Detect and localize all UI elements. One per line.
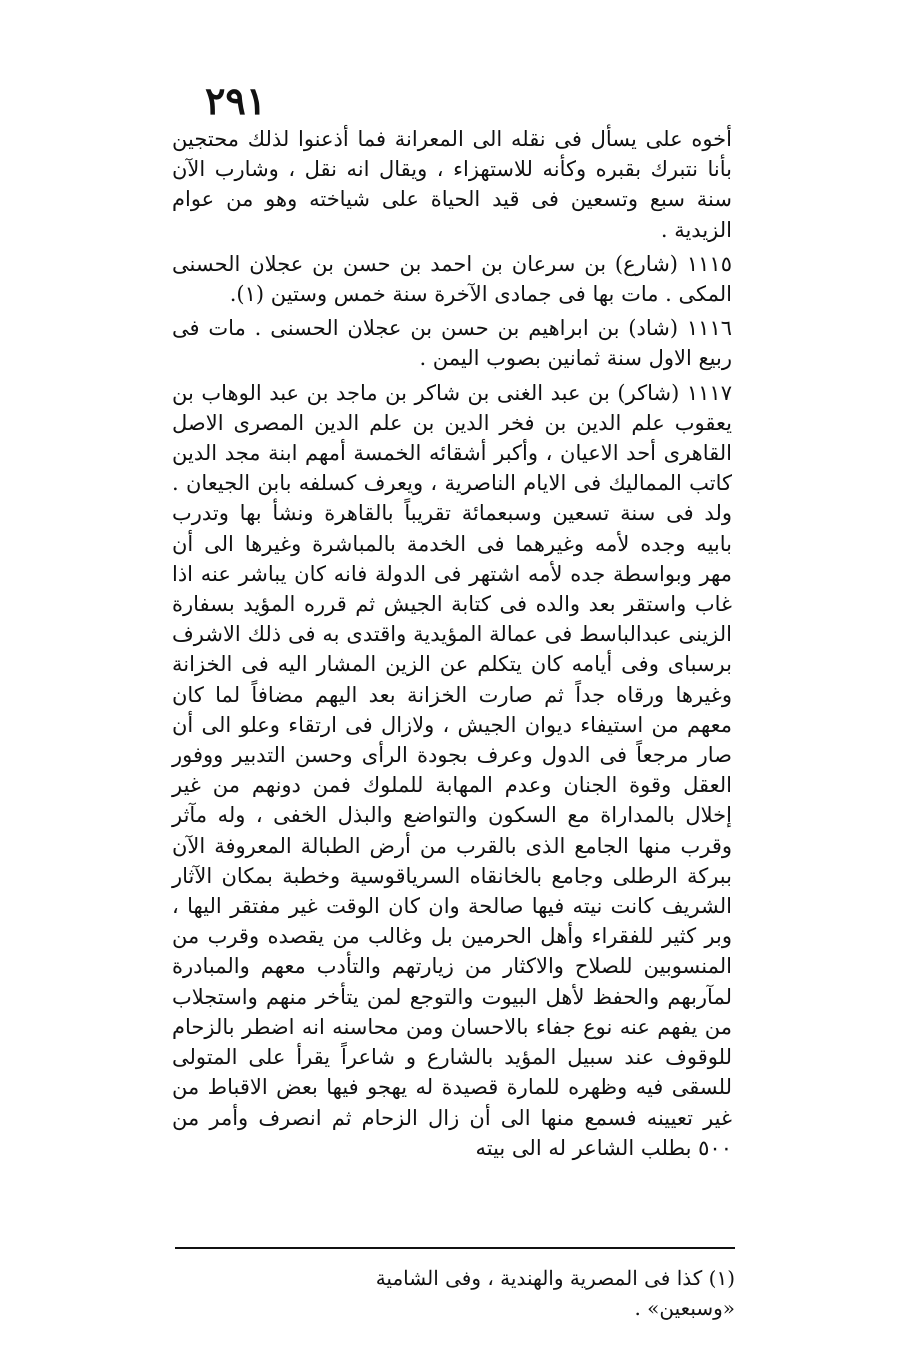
entry-1115: ١١١٥ (شارع) بن سرعان بن احمد بن حسن بن عجلان الحسنى المكى . مات بها فى جمادى الآخرة سنة خمس وستين (١). [172, 251, 732, 307]
page-number: ٢٩١ [205, 78, 267, 123]
footnote-divider [175, 1247, 735, 1249]
footnote: (١) كذا فى المصرية والهندية ، وفى الشامية «وسبعين» . [375, 1266, 735, 1320]
main-text [172, 124, 732, 1167]
entry-1117: ١١١٧ (شاكر) بن عبد الغنى بن شاكر بن ماجد بن عبد الوهاب بن يعقوب علم الدين بن فخر الدين بن علم الدين المصرى الاصل القاهرى أحد الاعيان ، وأكبر أشقائه الخمسة أمهم ابنة مجد الدين كاتب المماليك فى الايام الناصرية ، ويعرف كسلفه بابن الجيعان . ولد فى سنة تسعين وسبعمائة تقريباً بالقاهرة ونشأ بها وتدرب بابيه وجده لأمه وغيرهما فى الخدمة بالمباشرة وغيرها الى أن مهر وبواسطة جده لأمه اشتهر فى الدولة فانه كان يباشر عنه اذا غاب واستقر بعد والده فى كتابة الجيش ثم قرره المؤيد بسفارة الزينى عبدالباسط فى عمالة المؤيدية واقتدى به فى ذلك الاشرف برسباى وفى أيامه كان يتكلم عن الزين المشار اليه فى الخزانة وغيرها ورقاه جداً ثم صارت الخزانة بعد اليهم مضافاً لما كان معهم من استيفاء ديوان الجيش ، ولازال فى ارتقاء وعلو الى أن صار مرجعاً فى الدول وعرف بجودة الرأى وحسن التدبير ووفور العقل وقوة الجنان وعدم المهابة للملوك فمن دونهم من غير إخلال بالمداراة مع السكون والتواضع والبذل الخفى ، وله مآثر وقرب منها الجامع الذى بالقرب من أرض الطبالة المعروفة الآن ببركة الرطلى وجامع بالخانقاه السرياقوسية وخطبة بمكان الآثار الشريف كانت نيته فيها صالحة وان كان الوقت غير مفتقر اليها ، وبر كثير للفقراء وأهل الحرمين بل وغالب من يقصده وقرب من المنسوبين للصلاح والاكثار من زيارتهم والتأدب معهم والمبادرة لمآربهم والحفظ لأهل البيوت والتوجع لمن يتأخر منهم واستجلاب من يفهم عنه نوع جفاء بالاحسان ومن محاسنه انه اضطر بالزحام للوقوف عند سبيل المؤيد بالشارع و شاعراً يقرأ على المتولى للسقى فيه وظهره للمارة قصيدة له يهجو فيها بعض الاقباط من غير تعيينه فسمع منها الى أن زال الزحام ثم انصرف وأمر من ٥٠٠ بطلب الشاعر له الى بيته [172, 380, 732, 1160]
entry-1116: ١١١٦ (شاد) بن ابراهيم بن حسن بن عجلان الحسنى . مات فى ربيع الاول سنة ثمانين بصوب اليمن . [172, 316, 733, 371]
paragraph-continuation: أخوه على يسأل فى نقله الى المعرانة فما أذعنوا لذلك محتجين بأنا نتبرك بقبره وكأنه للاستهزاء ، ويقال انه نقل ، وشارب الآن سنة سبع وتسعين فى قيد الحياة على شياخته وهو من عوام الزيدية . [172, 127, 732, 242]
